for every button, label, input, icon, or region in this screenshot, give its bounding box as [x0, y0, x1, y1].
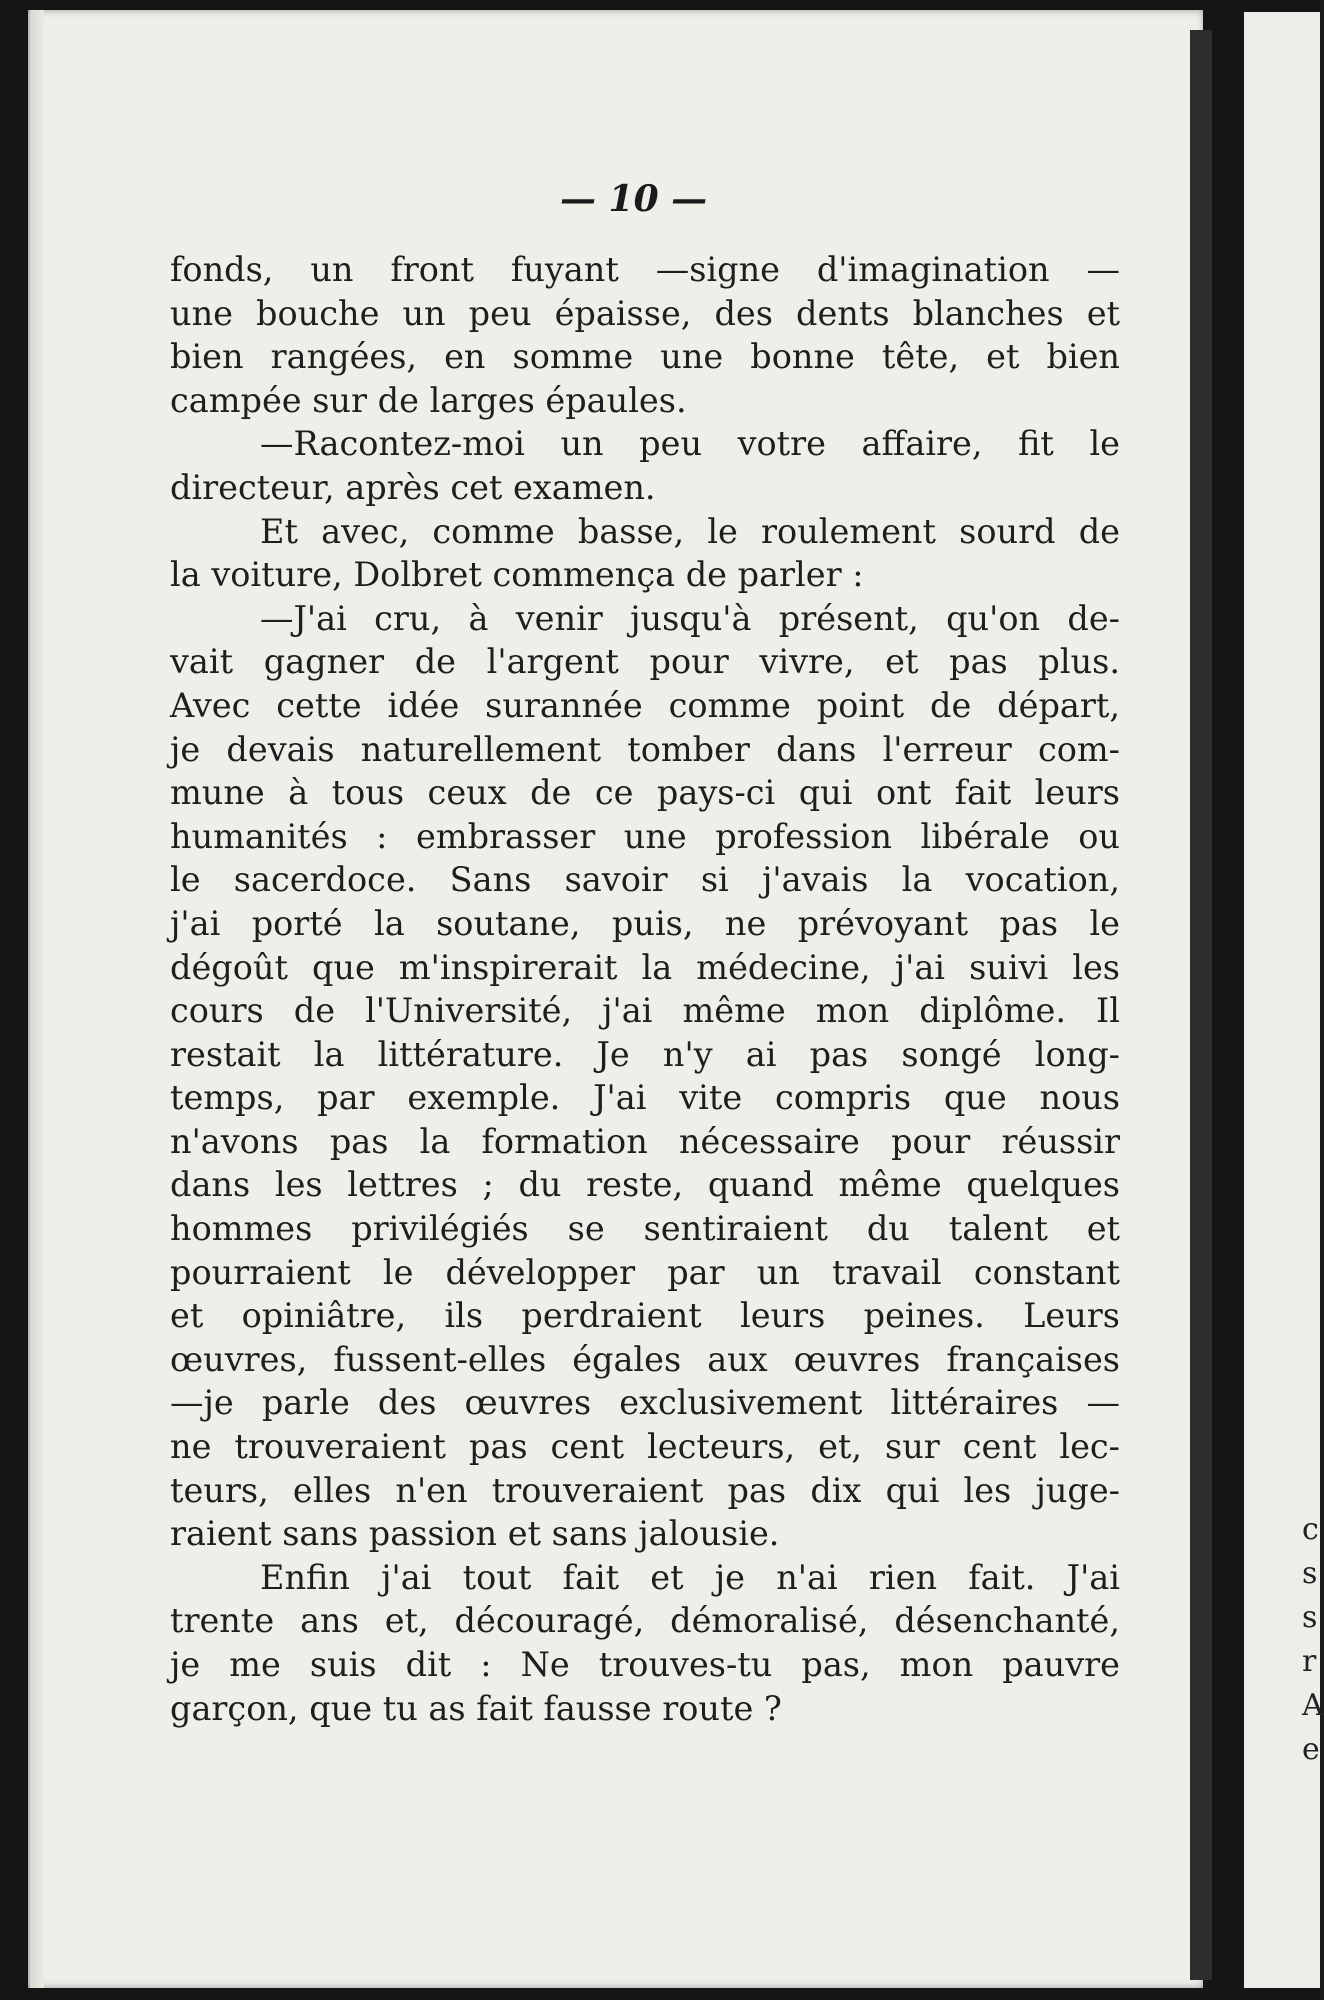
text-line: bien rangées, en somme une bonne tête, et bien — [170, 337, 1120, 377]
text-line: n'avons pas la formation nécessaire pour réussir — [170, 1121, 1120, 1161]
text-line: je me suis dit : Ne trouves-tu pas, mon pauvre — [170, 1645, 1120, 1684]
page-edge — [30, 10, 44, 1988]
text-line: trente ans et, découragé, démoralisé, désenchanté, — [170, 1601, 1120, 1641]
body-text — [170, 248, 1120, 1730]
book-gutter — [1190, 30, 1212, 1980]
text-line: —je parle des œuvres exclusivement littéraires — — [170, 1383, 1120, 1423]
text-line: le sacerdoce. Sans savoir si j'avais la vocation, — [170, 860, 1120, 900]
text-line: une bouche un peu épaisse, des dents blanches et — [170, 293, 1120, 333]
text-line: hommes privilégiés se sentiraient du talent et — [170, 1209, 1120, 1249]
text-line: garçon, que tu as fait fausse route ? — [170, 1688, 782, 1728]
text-line: fonds, un front fuyant —signe d'imagination — — [170, 250, 1120, 289]
text-line: —Racontez-moi un peu votre affaire, fit le — [260, 424, 1120, 464]
text-line: la voiture, Dolbret commença de parler : — [170, 555, 864, 595]
text-line: —J'ai cru, à venir jusqu'à présent, qu'on de- — [260, 598, 1120, 638]
text-line: cours de l'Université, j'ai même mon diplôme. Il — [170, 991, 1120, 1031]
text-line: Avec cette idée surannée comme point de départ, — [170, 685, 1120, 725]
text-line: ne trouveraient pas cent lecteurs, et, sur cent lec- — [170, 1427, 1120, 1467]
text-line: restait la littérature. Je n'y ai pas songé long- — [170, 1034, 1120, 1074]
text-line: dans les lettres ; du reste, quand même quelques — [170, 1165, 1120, 1205]
text-line: je devais naturellement tomber dans l'erreur com- — [170, 729, 1120, 769]
text-line: et opiniâtre, ils perdraient leurs peines. Leurs — [170, 1296, 1120, 1336]
text-line: raient sans passion et sans jalousie. — [170, 1514, 780, 1554]
text-line: teurs, elles n'en trouveraient pas dix qui les juge- — [170, 1470, 1120, 1510]
text-line: humanités : embrasser une profession libérale ou — [170, 816, 1120, 856]
text-line: directeur, après cet examen. — [170, 467, 656, 507]
text-line: vait gagner de l'argent pour vivre, et pas plus. — [170, 642, 1120, 682]
text-line: j'ai porté la soutane, puis, ne prévoyant pas le — [170, 903, 1120, 943]
text-line: œuvres, fussent-elles égales aux œuvres françaises — [170, 1339, 1120, 1379]
text-line: temps, par exemple. J'ai vite compris que nous — [170, 1078, 1120, 1118]
text-line: campée sur de larges épaules. — [170, 380, 687, 420]
text-line: pourraient le développer par un travail constant — [170, 1252, 1120, 1292]
text-line: dégoût que m'inspirerait la médecine, j'ai suivi les — [170, 947, 1120, 987]
text-line: Enfin j'ai tout fait et je n'ai rien fait. J'ai — [260, 1557, 1120, 1597]
page-number-header: — 10 — — [560, 178, 708, 220]
facing-page-edge-text: c s s r A e — [1302, 1512, 1324, 1767]
text-line: Et avec, comme basse, le roulement sourd de — [260, 511, 1120, 551]
text-line: mune à tous ceux de ce pays-ci qui ont fait leurs — [170, 773, 1120, 813]
